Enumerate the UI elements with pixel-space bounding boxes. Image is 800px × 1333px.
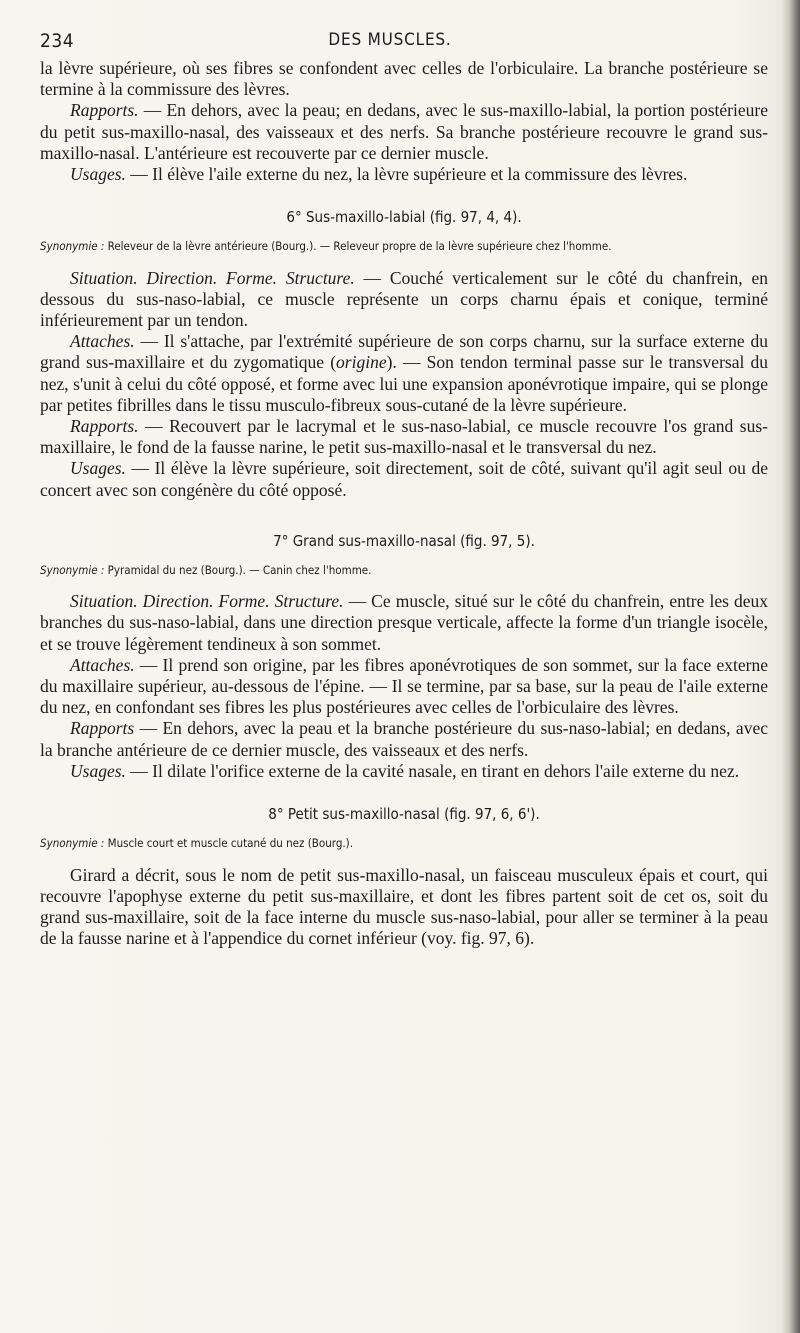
section-7-usages: Usages. — Il dilate l'orifice externe de la cavité nasale, en tirant en dehors l'aile externe du nez. bbox=[70, 760, 740, 781]
section-6-heading: 6° Sus-maxillo-labial (fig. 97, 4, 4). bbox=[286, 208, 522, 227]
section-8-body: Girard a décrit, sous le nom de petit sus-maxillo-nasal, un faisceau musculeux épais et court, qui recouvre l'apophyse externe du petit sus-maxillaire, et dont les fibres partent soit de cet os, soit du grand sus-maxillaire, soit de la face interne du muscle sus-naso-labial, pour aller se terminer à la peau de la fausse narine et à l'appendice du cornet inférieur (voy. fig. 97, 6). bbox=[40, 864, 768, 949]
running-head: DES MUSCLES. bbox=[328, 30, 452, 50]
page-edge-shadow bbox=[782, 0, 800, 1333]
intro-paragraph: la lèvre supérieure, où ses fibres se confondent avec celles de l'orbiculaire. La branche postérieure se termine à la commissure des lèvres. bbox=[40, 58, 768, 100]
section-7-situation: Situation. Direction. Forme. Structure. — Ce muscle, situé sur le côté du chanfrein, entre les deux branches du sus-naso-labial, dans une direction presque verticale, affecte la forme d'un triangle isocèle, et se trouve légèrement tendineux à son sommet. bbox=[40, 591, 768, 654]
section-6-usages: Usages. — Il élève la lèvre supérieure, soit directement, soit de côté, suivant qu'il agit seul ou de concert avec son congénère du côté opposé. bbox=[40, 458, 768, 500]
section-8-synonymie: Synonymie : Muscle court et muscle cutané du nez (Bourg.). bbox=[40, 836, 354, 851]
intro-usages: Usages. — Il élève l'aile externe du nez, la lèvre supérieure et la commissure des lèvres. bbox=[70, 164, 688, 185]
section-6-rapports: Rapports. — Recouvert par le lacrymal et le sus-naso-labial, ce muscle recouvre l'os grand sus-maxillaire, le fond de la fausse narine, le petit sus-maxillo-nasal et le transversal du nez. bbox=[40, 416, 768, 458]
usages-label: Usages. bbox=[70, 164, 126, 185]
rapports-label: Rapports. bbox=[70, 100, 139, 121]
section-7-heading: 7° Grand sus-maxillo-nasal (fig. 97, 5). bbox=[273, 531, 535, 550]
section-7-synonymie: Synonymie : Pyramidal du nez (Bourg.). — Canin chez l'homme. bbox=[40, 563, 372, 578]
section-6-attaches: Attaches. — Il s'attache, par l'extrémité supérieure de son corps charnu, sur la surface externe du grand sus-maxillaire et du zygomatique (origine). — Son tendon terminal passe sur le transversal du nez, s'unit à celui du côté opposé, et forme avec lui une expansion aponévrotique impaire, qui se plonge par petites fibrilles dans le tissu musculo-fibreux sous-cutané de la lèvre supérieure. bbox=[40, 331, 768, 415]
text-body bbox=[40, 58, 768, 949]
section-6-synonymie: Synonymie : Releveur de la lèvre antérieure (Bourg.). — Releveur propre de la lèvre supérieure chez l'homme. bbox=[40, 239, 612, 254]
page-header bbox=[40, 30, 740, 60]
section-8-heading: 8° Petit sus-maxillo-nasal (fig. 97, 6, 6'). bbox=[268, 805, 540, 824]
section-7-rapports: Rapports — En dehors, avec la peau et la branche postérieure du sus-naso-labial; en dedans, avec la branche antérieure de ce dernier muscle, des vaisseaux et des nerfs. bbox=[40, 718, 768, 760]
section-6-situation: Situation. Direction. Forme. Structure. — Couché verticalement sur le côté du chanfrein, en dessous du sus-naso-labial, ce muscle représente un corps charnu épais et conique, terminé inférieurement par un tendon. bbox=[40, 267, 768, 331]
section-7-attaches: Attaches. — Il prend son origine, par les fibres aponévrotiques de son sommet, sur la face externe du maxillaire supérieur, au-dessous de l'épine. — Il se termine, par sa base, sur la peau de l'aile externe du nez, en confondant ses fibres les plus postérieures avec celles de l'orbiculaire des lèvres. bbox=[40, 654, 768, 718]
intro-rapports: Rapports. — En dehors, avec la peau; en dedans, avec le sus-maxillo-labial, la portion postérieure du petit sus-maxillo-nasal, des vaisseaux et des nerfs. Sa branche postérieure recouvre le grand sus-maxillo-nasal. L'antérieure est recouverte par ce dernier muscle. bbox=[40, 100, 768, 163]
page-number: 234 bbox=[40, 30, 75, 52]
